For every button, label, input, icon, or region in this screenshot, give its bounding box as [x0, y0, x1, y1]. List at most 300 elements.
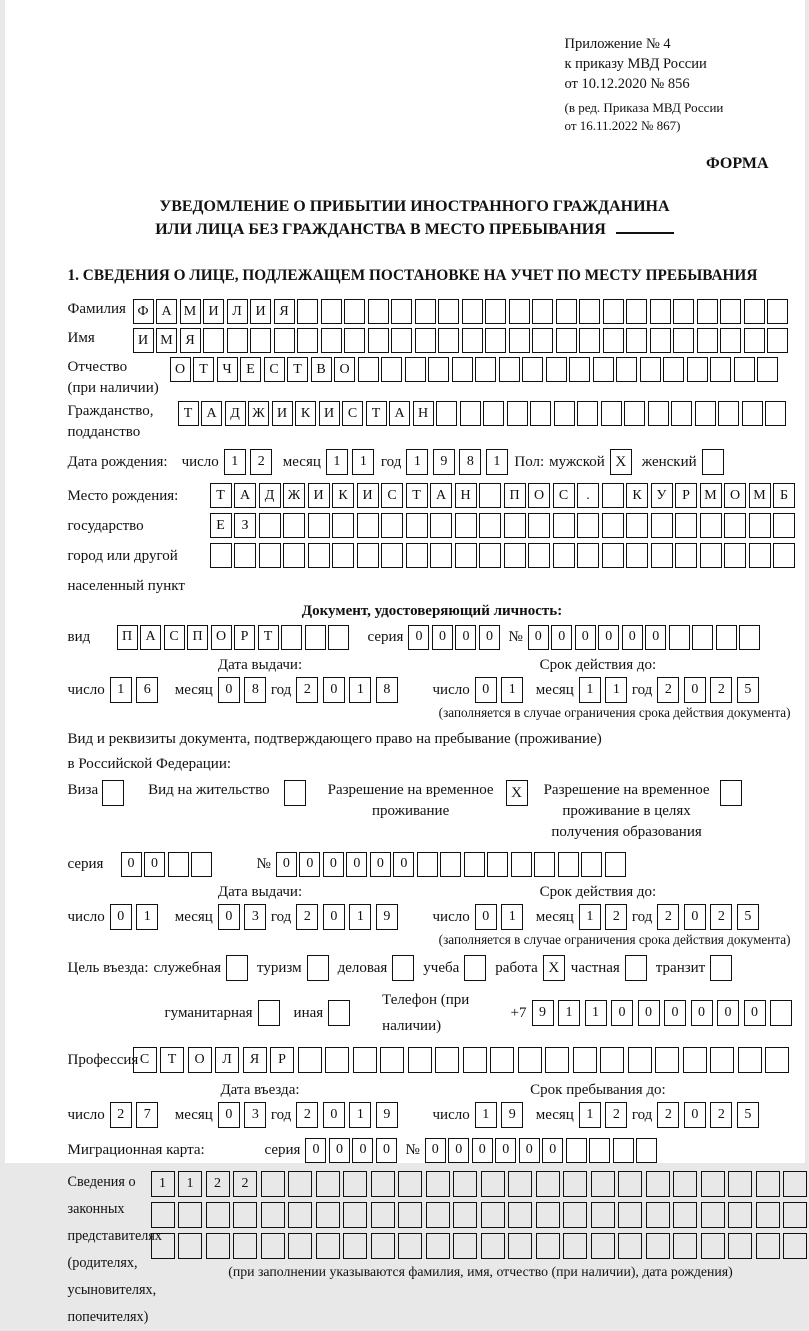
char-cell[interactable]: У: [651, 483, 673, 508]
char-cell[interactable]: [259, 513, 281, 538]
char-cell[interactable]: [738, 1047, 762, 1073]
char-cell[interactable]: 2: [206, 1171, 230, 1197]
char-cell[interactable]: И: [308, 483, 330, 508]
char-cell[interactable]: 1: [224, 449, 246, 475]
char-cell[interactable]: [435, 1047, 459, 1073]
char-cell[interactable]: 0: [346, 852, 367, 877]
char-cell[interactable]: [624, 401, 645, 426]
char-cell[interactable]: [757, 357, 778, 382]
char-cell[interactable]: 0: [684, 904, 706, 930]
char-cell[interactable]: [259, 543, 281, 568]
char-cell[interactable]: С: [342, 401, 363, 426]
char-cell[interactable]: [636, 1138, 657, 1163]
char-cell[interactable]: [770, 1000, 792, 1026]
sex-female-checkbox[interactable]: [702, 449, 724, 475]
char-cell[interactable]: 0: [684, 677, 706, 703]
char-cell[interactable]: 2: [605, 1102, 627, 1128]
char-cell[interactable]: [381, 543, 403, 568]
char-cell[interactable]: [601, 401, 622, 426]
char-cell[interactable]: [783, 1171, 807, 1197]
char-cell[interactable]: [325, 1047, 349, 1073]
char-cell[interactable]: [602, 513, 624, 538]
char-cell[interactable]: [405, 357, 426, 382]
char-cell[interactable]: [563, 1171, 587, 1197]
char-cell[interactable]: 8: [376, 677, 398, 703]
char-cell[interactable]: 2: [250, 449, 272, 475]
char-cell[interactable]: Т: [178, 401, 199, 426]
char-cell[interactable]: [371, 1202, 395, 1228]
char-cell[interactable]: 1: [136, 904, 158, 930]
char-cell[interactable]: [509, 328, 530, 353]
char-cell[interactable]: Б: [773, 483, 795, 508]
char-cell[interactable]: 0: [519, 1138, 540, 1163]
char-cell[interactable]: [528, 543, 550, 568]
char-cell[interactable]: 1: [352, 449, 374, 475]
char-cell[interactable]: В: [311, 357, 332, 382]
char-cell[interactable]: 7: [136, 1102, 158, 1128]
char-cell[interactable]: И: [272, 401, 293, 426]
temp-permit-checkbox[interactable]: X: [506, 780, 528, 806]
char-cell[interactable]: [618, 1171, 642, 1197]
char-cell[interactable]: [591, 1233, 615, 1259]
char-cell[interactable]: [426, 1171, 450, 1197]
char-cell[interactable]: 3: [244, 904, 266, 930]
char-cell[interactable]: 0: [638, 1000, 660, 1026]
char-cell[interactable]: 0: [645, 625, 666, 650]
char-cell[interactable]: А: [234, 483, 256, 508]
char-cell[interactable]: [563, 1233, 587, 1259]
char-cell[interactable]: П: [504, 483, 526, 508]
char-cell[interactable]: [765, 1047, 789, 1073]
char-cell[interactable]: [720, 299, 741, 324]
char-cell[interactable]: [602, 483, 624, 508]
char-cell[interactable]: 0: [448, 1138, 469, 1163]
char-cell[interactable]: 2: [110, 1102, 132, 1128]
char-cell[interactable]: [357, 543, 379, 568]
char-cell[interactable]: Ж: [248, 401, 269, 426]
char-cell[interactable]: 1: [349, 1102, 371, 1128]
char-cell[interactable]: [710, 357, 731, 382]
char-cell[interactable]: [528, 513, 550, 538]
char-cell[interactable]: Д: [225, 401, 246, 426]
char-cell[interactable]: [673, 1171, 697, 1197]
char-cell[interactable]: [522, 357, 543, 382]
char-cell[interactable]: [481, 1171, 505, 1197]
char-cell[interactable]: [756, 1233, 780, 1259]
char-cell[interactable]: [308, 513, 330, 538]
char-cell[interactable]: [673, 1233, 697, 1259]
char-cell[interactable]: 0: [684, 1102, 706, 1128]
char-cell[interactable]: Н: [413, 401, 434, 426]
char-cell[interactable]: 1: [475, 1102, 497, 1128]
char-cell[interactable]: Е: [210, 513, 232, 538]
char-cell[interactable]: Т: [287, 357, 308, 382]
char-cell[interactable]: [605, 852, 626, 877]
char-cell[interactable]: [695, 401, 716, 426]
char-cell[interactable]: [343, 1171, 367, 1197]
char-cell[interactable]: 0: [598, 625, 619, 650]
char-cell[interactable]: 0: [323, 677, 345, 703]
char-cell[interactable]: 2: [657, 1102, 679, 1128]
char-cell[interactable]: [756, 1202, 780, 1228]
char-cell[interactable]: 8: [244, 677, 266, 703]
char-cell[interactable]: 1: [178, 1171, 202, 1197]
char-cell[interactable]: З: [234, 513, 256, 538]
char-cell[interactable]: [742, 401, 763, 426]
char-cell[interactable]: [455, 513, 477, 538]
char-cell[interactable]: [453, 1202, 477, 1228]
char-cell[interactable]: Т: [193, 357, 214, 382]
char-cell[interactable]: 0: [622, 625, 643, 650]
char-cell[interactable]: [546, 357, 567, 382]
char-cell[interactable]: 0: [323, 904, 345, 930]
char-cell[interactable]: [728, 1202, 752, 1228]
char-cell[interactable]: [298, 1047, 322, 1073]
char-cell[interactable]: Р: [675, 483, 697, 508]
char-cell[interactable]: 2: [710, 1102, 732, 1128]
char-cell[interactable]: [233, 1233, 257, 1259]
char-cell[interactable]: [556, 328, 577, 353]
char-cell[interactable]: [353, 1047, 377, 1073]
char-cell[interactable]: [669, 625, 690, 650]
char-cell[interactable]: [710, 1047, 734, 1073]
char-cell[interactable]: С: [164, 625, 185, 650]
char-cell[interactable]: [765, 401, 786, 426]
char-cell[interactable]: [504, 513, 526, 538]
char-cell[interactable]: 1: [579, 904, 601, 930]
char-cell[interactable]: 0: [323, 1102, 345, 1128]
char-cell[interactable]: 0: [110, 904, 132, 930]
char-cell[interactable]: [603, 328, 624, 353]
char-cell[interactable]: [321, 299, 342, 324]
char-cell[interactable]: [640, 357, 661, 382]
char-cell[interactable]: 0: [475, 677, 497, 703]
char-cell[interactable]: [518, 1047, 542, 1073]
char-cell[interactable]: 1: [579, 1102, 601, 1128]
char-cell[interactable]: [553, 543, 575, 568]
char-cell[interactable]: [553, 513, 575, 538]
char-cell[interactable]: [536, 1233, 560, 1259]
char-cell[interactable]: 0: [276, 852, 297, 877]
char-cell[interactable]: [440, 852, 461, 877]
char-cell[interactable]: [283, 543, 305, 568]
char-cell[interactable]: 0: [432, 625, 453, 650]
char-cell[interactable]: [577, 513, 599, 538]
char-cell[interactable]: [191, 852, 212, 877]
char-cell[interactable]: [671, 401, 692, 426]
char-cell[interactable]: С: [264, 357, 285, 382]
char-cell[interactable]: [673, 1202, 697, 1228]
char-cell[interactable]: [650, 299, 671, 324]
char-cell[interactable]: [357, 513, 379, 538]
char-cell[interactable]: [485, 328, 506, 353]
char-cell[interactable]: [783, 1233, 807, 1259]
char-cell[interactable]: [481, 1202, 505, 1228]
char-cell[interactable]: 1: [501, 677, 523, 703]
char-cell[interactable]: О: [724, 483, 746, 508]
char-cell[interactable]: О: [528, 483, 550, 508]
char-cell[interactable]: [381, 357, 402, 382]
char-cell[interactable]: 0: [717, 1000, 739, 1026]
char-cell[interactable]: [358, 357, 379, 382]
char-cell[interactable]: [651, 513, 673, 538]
char-cell[interactable]: [532, 299, 553, 324]
char-cell[interactable]: [206, 1233, 230, 1259]
char-cell[interactable]: О: [211, 625, 232, 650]
char-cell[interactable]: 0: [329, 1138, 350, 1163]
purpose-study-checkbox[interactable]: [464, 955, 486, 981]
char-cell[interactable]: [406, 513, 428, 538]
char-cell[interactable]: [569, 357, 590, 382]
char-cell[interactable]: [203, 328, 224, 353]
char-cell[interactable]: 1: [585, 1000, 607, 1026]
char-cell[interactable]: [297, 328, 318, 353]
char-cell[interactable]: [536, 1202, 560, 1228]
char-cell[interactable]: [479, 543, 501, 568]
char-cell[interactable]: [305, 625, 326, 650]
char-cell[interactable]: 0: [611, 1000, 633, 1026]
char-cell[interactable]: Ф: [133, 299, 154, 324]
char-cell[interactable]: [455, 543, 477, 568]
char-cell[interactable]: 1: [151, 1171, 175, 1197]
char-cell[interactable]: И: [203, 299, 224, 324]
char-cell[interactable]: [701, 1171, 725, 1197]
char-cell[interactable]: [697, 328, 718, 353]
char-cell[interactable]: [589, 1138, 610, 1163]
char-cell[interactable]: 0: [528, 625, 549, 650]
char-cell[interactable]: [626, 513, 648, 538]
char-cell[interactable]: Л: [227, 299, 248, 324]
char-cell[interactable]: [504, 543, 526, 568]
char-cell[interactable]: [261, 1233, 285, 1259]
char-cell[interactable]: [579, 328, 600, 353]
char-cell[interactable]: 0: [144, 852, 165, 877]
char-cell[interactable]: [767, 328, 788, 353]
char-cell[interactable]: [398, 1233, 422, 1259]
char-cell[interactable]: 1: [326, 449, 348, 475]
char-cell[interactable]: К: [626, 483, 648, 508]
char-cell[interactable]: [728, 1171, 752, 1197]
char-cell[interactable]: [646, 1202, 670, 1228]
char-cell[interactable]: [281, 625, 302, 650]
char-cell[interactable]: 5: [737, 1102, 759, 1128]
char-cell[interactable]: [398, 1171, 422, 1197]
char-cell[interactable]: [316, 1171, 340, 1197]
char-cell[interactable]: О: [334, 357, 355, 382]
char-cell[interactable]: А: [389, 401, 410, 426]
char-cell[interactable]: [227, 328, 248, 353]
char-cell[interactable]: [415, 328, 436, 353]
purpose-humanitarian-checkbox[interactable]: [258, 1000, 280, 1026]
char-cell[interactable]: [368, 328, 389, 353]
visa-checkbox[interactable]: [102, 780, 124, 806]
char-cell[interactable]: Я: [243, 1047, 267, 1073]
char-cell[interactable]: [261, 1171, 285, 1197]
char-cell[interactable]: [744, 299, 765, 324]
char-cell[interactable]: [756, 1171, 780, 1197]
char-cell[interactable]: [749, 513, 771, 538]
char-cell[interactable]: [655, 1047, 679, 1073]
char-cell[interactable]: И: [250, 299, 271, 324]
char-cell[interactable]: М: [180, 299, 201, 324]
char-cell[interactable]: [206, 1202, 230, 1228]
char-cell[interactable]: [577, 543, 599, 568]
char-cell[interactable]: [783, 1202, 807, 1228]
char-cell[interactable]: М: [749, 483, 771, 508]
char-cell[interactable]: [618, 1233, 642, 1259]
char-cell[interactable]: [274, 328, 295, 353]
char-cell[interactable]: [316, 1202, 340, 1228]
char-cell[interactable]: [398, 1202, 422, 1228]
char-cell[interactable]: 2: [233, 1171, 257, 1197]
char-cell[interactable]: [368, 299, 389, 324]
char-cell[interactable]: [697, 299, 718, 324]
char-cell[interactable]: 6: [136, 677, 158, 703]
char-cell[interactable]: Т: [406, 483, 428, 508]
char-cell[interactable]: 8: [459, 449, 481, 475]
char-cell[interactable]: [343, 1202, 367, 1228]
char-cell[interactable]: [701, 1233, 725, 1259]
char-cell[interactable]: 1: [486, 449, 508, 475]
char-cell[interactable]: [716, 625, 737, 650]
char-cell[interactable]: А: [156, 299, 177, 324]
char-cell[interactable]: [739, 625, 760, 650]
char-cell[interactable]: 0: [323, 852, 344, 877]
purpose-private-checkbox[interactable]: [625, 955, 647, 981]
char-cell[interactable]: 2: [657, 904, 679, 930]
char-cell[interactable]: [151, 1233, 175, 1259]
char-cell[interactable]: [600, 1047, 624, 1073]
char-cell[interactable]: [646, 1233, 670, 1259]
char-cell[interactable]: 2: [296, 904, 318, 930]
char-cell[interactable]: Я: [274, 299, 295, 324]
char-cell[interactable]: 3: [244, 1102, 266, 1128]
char-cell[interactable]: [554, 401, 575, 426]
char-cell[interactable]: 9: [532, 1000, 554, 1026]
char-cell[interactable]: И: [319, 401, 340, 426]
char-cell[interactable]: [234, 543, 256, 568]
char-cell[interactable]: Ч: [217, 357, 238, 382]
char-cell[interactable]: О: [170, 357, 191, 382]
char-cell[interactable]: [744, 328, 765, 353]
char-cell[interactable]: И: [133, 328, 154, 353]
char-cell[interactable]: 0: [455, 625, 476, 650]
char-cell[interactable]: [453, 1233, 477, 1259]
char-cell[interactable]: 0: [376, 1138, 397, 1163]
char-cell[interactable]: [406, 543, 428, 568]
char-cell[interactable]: 0: [425, 1138, 446, 1163]
char-cell[interactable]: 5: [737, 904, 759, 930]
char-cell[interactable]: [288, 1202, 312, 1228]
char-cell[interactable]: [464, 852, 485, 877]
char-cell[interactable]: [343, 1233, 367, 1259]
char-cell[interactable]: [483, 401, 504, 426]
char-cell[interactable]: 2: [710, 677, 732, 703]
char-cell[interactable]: 1: [349, 904, 371, 930]
char-cell[interactable]: [426, 1202, 450, 1228]
char-cell[interactable]: [481, 1233, 505, 1259]
char-cell[interactable]: 2: [657, 677, 679, 703]
char-cell[interactable]: Я: [180, 328, 201, 353]
char-cell[interactable]: [460, 401, 481, 426]
char-cell[interactable]: [692, 625, 713, 650]
char-cell[interactable]: [700, 513, 722, 538]
char-cell[interactable]: 0: [299, 852, 320, 877]
char-cell[interactable]: Д: [259, 483, 281, 508]
char-cell[interactable]: [577, 401, 598, 426]
char-cell[interactable]: [428, 357, 449, 382]
char-cell[interactable]: [536, 1171, 560, 1197]
char-cell[interactable]: [371, 1171, 395, 1197]
char-cell[interactable]: [288, 1233, 312, 1259]
char-cell[interactable]: Т: [366, 401, 387, 426]
char-cell[interactable]: 2: [296, 1102, 318, 1128]
char-cell[interactable]: [734, 357, 755, 382]
char-cell[interactable]: [616, 357, 637, 382]
char-cell[interactable]: [430, 513, 452, 538]
char-cell[interactable]: [288, 1171, 312, 1197]
char-cell[interactable]: [603, 299, 624, 324]
char-cell[interactable]: [724, 513, 746, 538]
char-cell[interactable]: 0: [479, 625, 500, 650]
char-cell[interactable]: 0: [352, 1138, 373, 1163]
char-cell[interactable]: Н: [455, 483, 477, 508]
char-cell[interactable]: [508, 1202, 532, 1228]
char-cell[interactable]: [408, 1047, 432, 1073]
char-cell[interactable]: [663, 357, 684, 382]
char-cell[interactable]: [558, 852, 579, 877]
char-cell[interactable]: [233, 1202, 257, 1228]
char-cell[interactable]: 9: [376, 904, 398, 930]
char-cell[interactable]: 1: [558, 1000, 580, 1026]
char-cell[interactable]: [321, 328, 342, 353]
char-cell[interactable]: [391, 299, 412, 324]
char-cell[interactable]: [687, 357, 708, 382]
char-cell[interactable]: [509, 299, 530, 324]
char-cell[interactable]: 0: [408, 625, 429, 650]
char-cell[interactable]: [530, 401, 551, 426]
edu-permit-checkbox[interactable]: [720, 780, 742, 806]
char-cell[interactable]: [673, 328, 694, 353]
char-cell[interactable]: И: [357, 483, 379, 508]
char-cell[interactable]: 9: [376, 1102, 398, 1128]
char-cell[interactable]: [332, 543, 354, 568]
char-cell[interactable]: 0: [218, 1102, 240, 1128]
char-cell[interactable]: 1: [579, 677, 601, 703]
char-cell[interactable]: [453, 1171, 477, 1197]
char-cell[interactable]: [651, 543, 673, 568]
char-cell[interactable]: [508, 1233, 532, 1259]
char-cell[interactable]: [462, 328, 483, 353]
char-cell[interactable]: [626, 299, 647, 324]
char-cell[interactable]: [581, 852, 602, 877]
char-cell[interactable]: [463, 1047, 487, 1073]
char-cell[interactable]: [718, 401, 739, 426]
char-cell[interactable]: Е: [240, 357, 261, 382]
purpose-other-checkbox[interactable]: [328, 1000, 350, 1026]
char-cell[interactable]: [591, 1171, 615, 1197]
char-cell[interactable]: 1: [349, 677, 371, 703]
char-cell[interactable]: [438, 328, 459, 353]
char-cell[interactable]: [646, 1171, 670, 1197]
char-cell[interactable]: [566, 1138, 587, 1163]
char-cell[interactable]: [532, 328, 553, 353]
char-cell[interactable]: 0: [218, 904, 240, 930]
char-cell[interactable]: [773, 513, 795, 538]
char-cell[interactable]: [380, 1047, 404, 1073]
char-cell[interactable]: [767, 299, 788, 324]
char-cell[interactable]: [151, 1202, 175, 1228]
